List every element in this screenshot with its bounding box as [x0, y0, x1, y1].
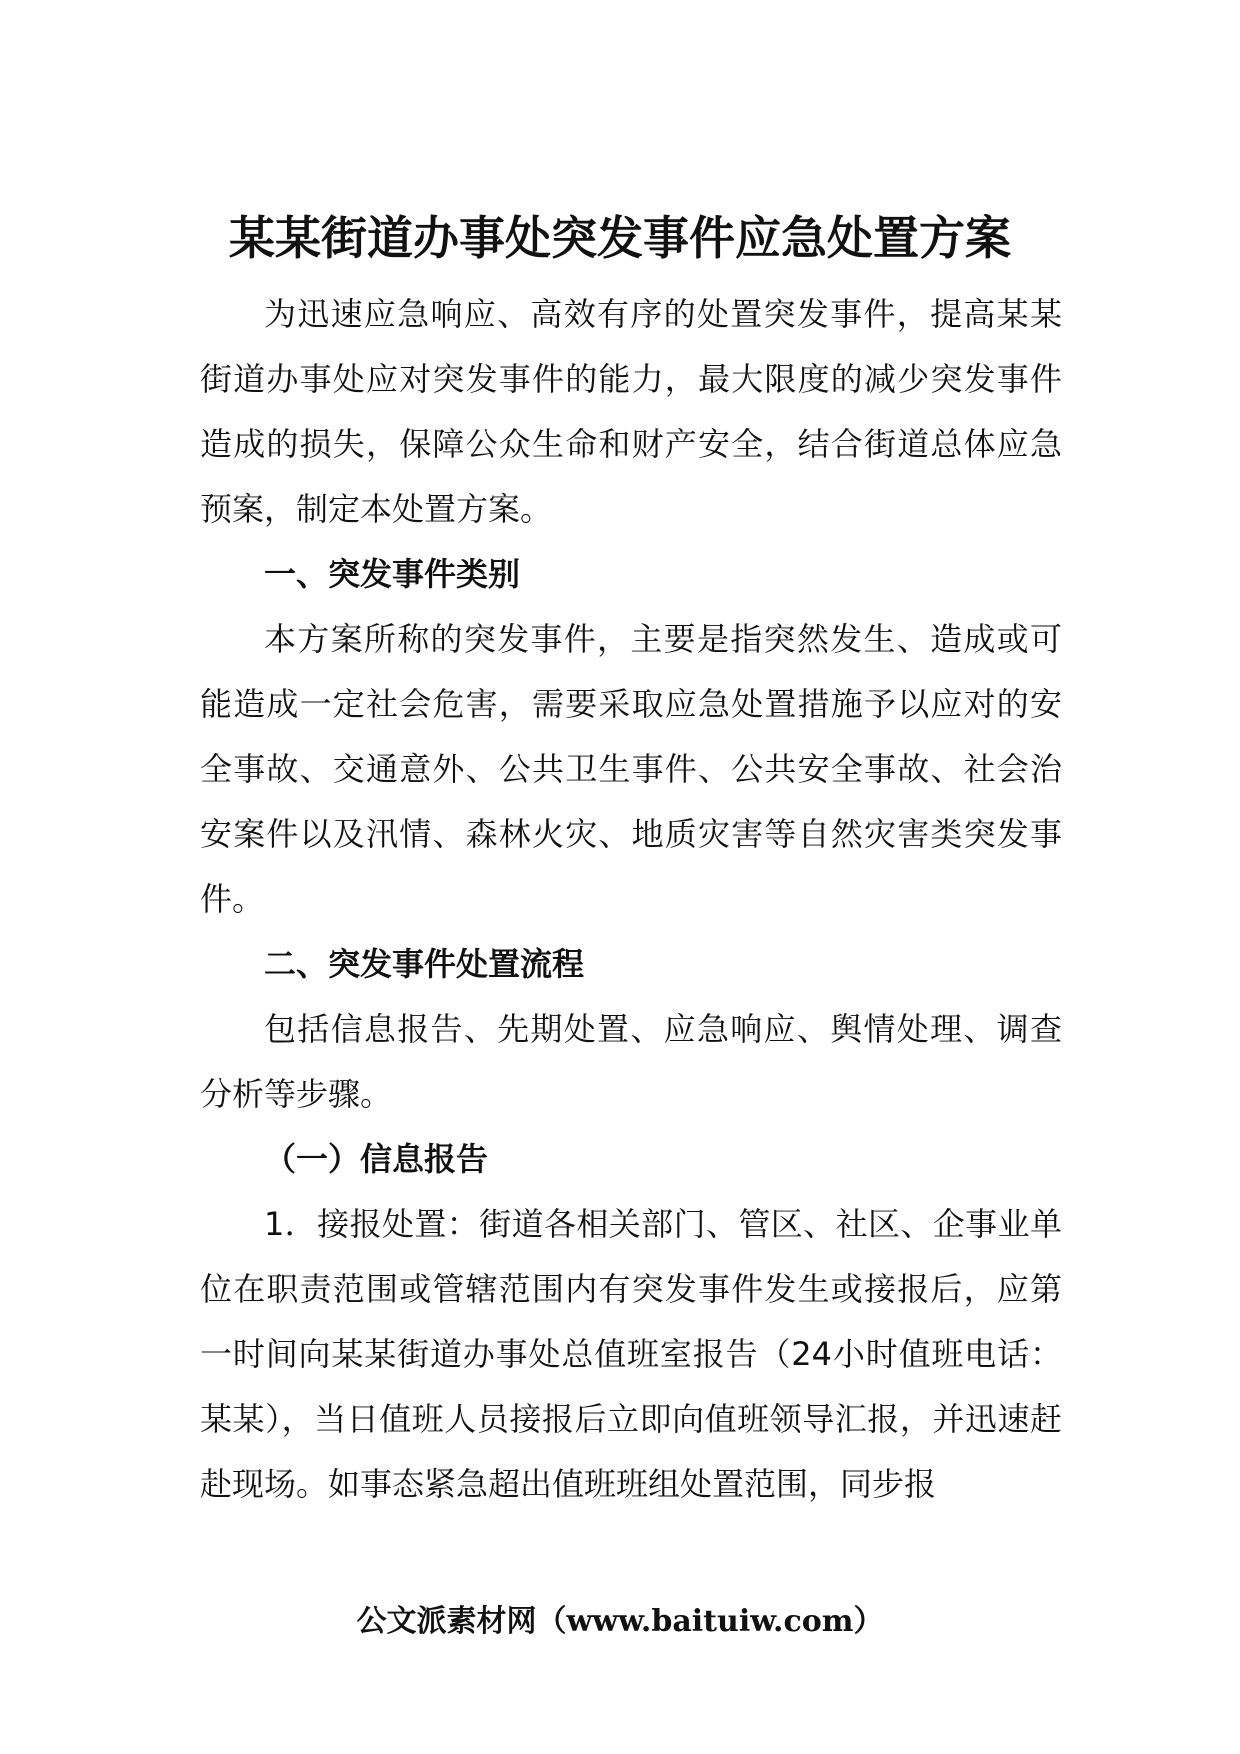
subsection-heading-1: （一）信息报告 [264, 1140, 489, 1178]
section-2-paragraph: 包括信息报告、先期处置、应急响应、舆情处理、调查分析等步骤。 [200, 1010, 1062, 1113]
footer-source: 公文派素材网（www.baituiw.com） [356, 1604, 884, 1639]
section-heading-1: 一、突发事件类别 [264, 555, 521, 593]
document-title: 某某街道办事处突发事件应急处置方案 [229, 211, 1011, 265]
document-body [200, 282, 1062, 1517]
subsection-1-paragraph: 1．接报处置：街道各相关部门、管区、社区、企事业单位在职责范围或管辖范围内有突发事件发生或接报后，应第一时间向某某街道办事处总值班室报告（24小时值班电话：某某），当日值班人员接报后立即向值班领导汇报，并迅速赶赴现场。如事态紧急超出值班班组处置范围，同步报 [200, 1205, 1062, 1503]
section-heading-2: 二、突发事件处置流程 [264, 945, 585, 983]
intro-paragraph: 为迅速应急响应、高效有序的处置突发事件，提高某某街道办事处应对突发事件的能力，最大限度的减少突发事件造成的损失，保障公众生命和财产安全，结合街道总体应急预案，制定本处置方案。 [200, 295, 1062, 528]
section-1-paragraph: 本方案所称的突发事件，主要是指突然发生、造成或可能造成一定社会危害，需要采取应急处置措施予以应对的安全事故、交通意外、公共卫生事件、公共安全事故、社会治安案件以及汛情、森林火灾、地质灾害等自然灾害类突发事件。 [200, 620, 1062, 918]
